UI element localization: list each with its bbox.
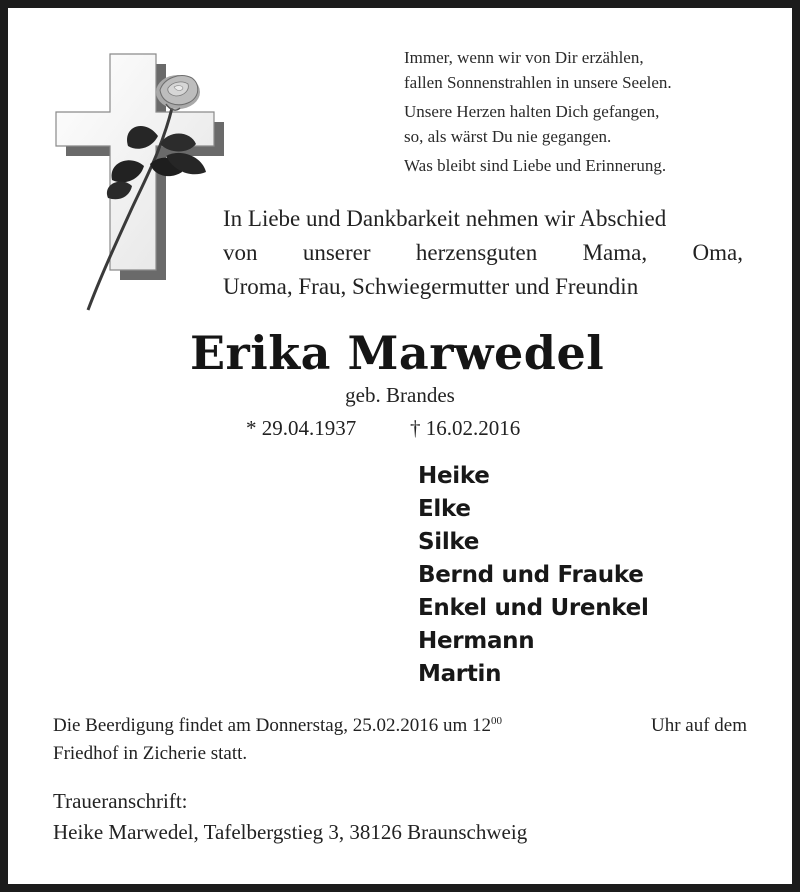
poem-line: fallen Sonnenstrahlen in unsere Seelen. [404,73,672,92]
funeral-notice [53,712,747,768]
intro-line: In Liebe und Dankbarkeit nehmen wir Abschied [223,206,667,231]
mourner-name: Heike [418,463,490,489]
poem-line: Unsere Herzen halten Dich gefangen, [404,102,660,121]
funeral-line: Die Beerdigung findet am Donnerstag, 25.02.2016 um $12^{00}$ Uhr auf dem [53,715,747,736]
mourners-list [418,460,778,691]
deceased-name: Erika Marwedel [190,326,605,380]
address-label: Traueranschrift: [53,789,188,813]
intro-line: Uroma, Frau, Schwiegermutter und Freundin [223,274,639,299]
poem-line: Was bleibt sind Liebe und Erinnerung. [404,156,667,175]
intro-line: von unserer herzensguten Mama, Oma, [223,240,743,265]
mourner-name: Enkel und Urenkel [418,595,649,621]
funeral-line: Friedhof in Zicherie statt. [53,743,248,764]
birth-name: geb. Brandes [345,383,455,407]
mourner-name: Silke [418,529,480,555]
poem-line: so, als wärst Du nie gegangen. [404,127,612,146]
cross-icon [50,48,225,313]
mourner-name: Hermann [418,628,535,654]
death-date: † 16.02.2016 [410,416,521,440]
poem-line: Immer, wenn wir von Dir erzählen, [404,48,644,67]
poem [404,45,764,178]
mourner-name: Martin [418,661,502,687]
mourner-name: Elke [418,496,471,522]
birth-date: * 29.04.1937 [246,416,357,440]
mourner-name: Bernd und Frauke [418,562,644,588]
mourning-address [53,786,753,848]
farewell-intro [223,202,743,304]
address-text: Heike Marwedel, Tafelbergstieg 3, 38126 Braunschweig [53,820,528,844]
